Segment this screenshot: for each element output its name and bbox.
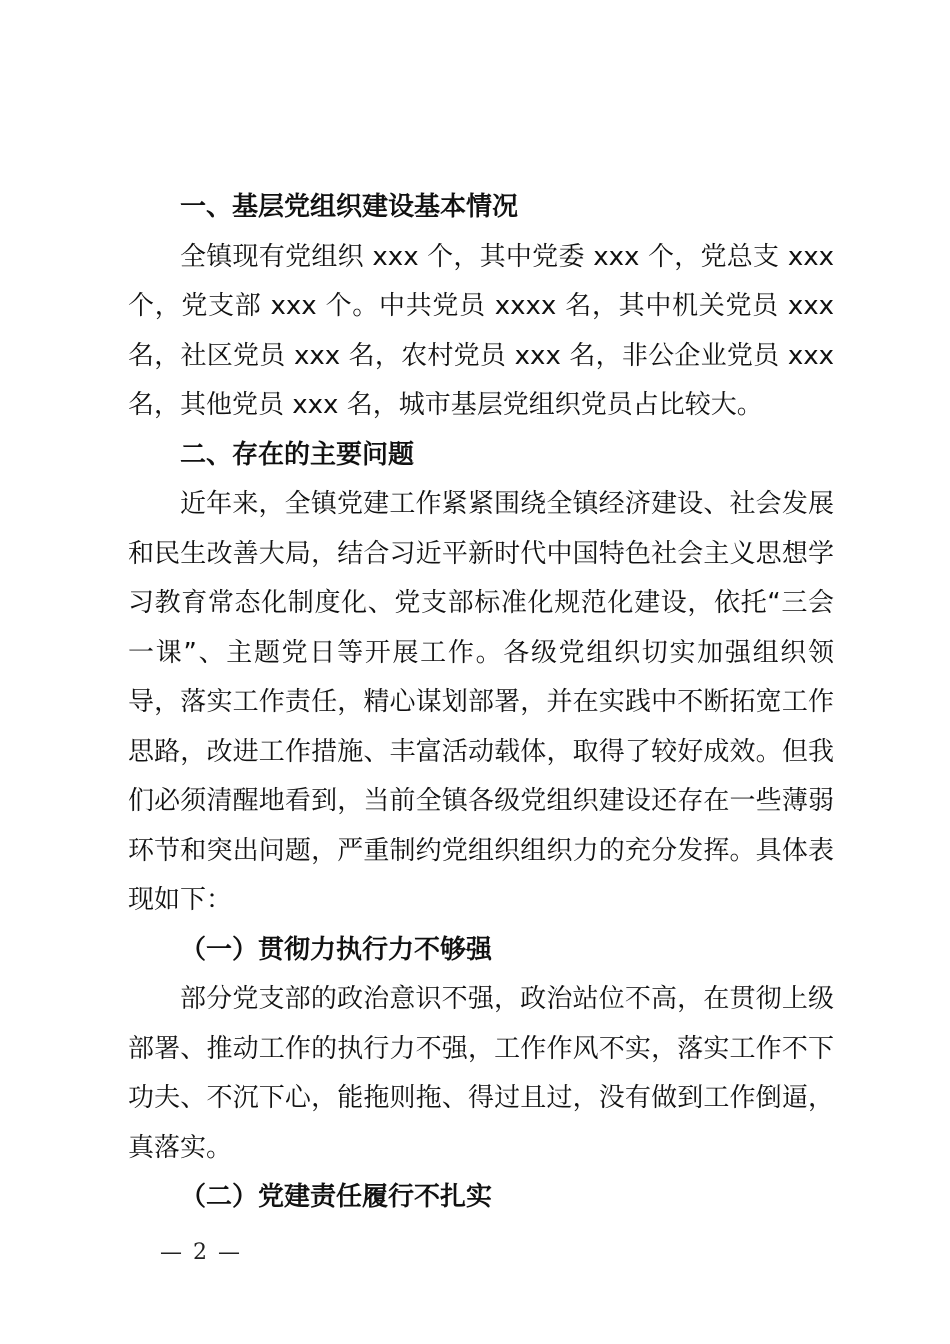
sub-heading-2: （二）党建责任履行不扎实	[180, 1182, 493, 1212]
paragraph-2: 近年来，全镇党建工作紧紧围绕全镇经济建设、社会发展和民生改善大局，结合习近平新时代中国特色社会主义思想学习教育常态化制度化、党支部标准化规范化建设，依托“三会一课”、主题党日等开展工作。各级党组织切实加强组织领导，落实工作责任，精心谋划部署，并在实践中不断拓宽工作思路，改进工作措施、丰富活动载体，取得了较好成效。但我们必须清醒地看到，当前全镇各级党组织建设还存在一些薄弱环节和突出问题，严重制约党组织组织力的充分发挥。具体表现如下：	[128, 489, 834, 915]
paragraph-3: 部分党支部的政治意识不强，政治站位不高，在贯彻上级部署、推动工作的执行力不强，工作作风不实，落实工作不下功夫、不沉下心，能拖则拖、得过且过，没有做到工作倒逼，真落实。	[128, 984, 834, 1163]
document-body	[128, 183, 834, 1223]
page-number: — 2 —	[160, 1240, 242, 1265]
sub-heading-1: （一）贯彻力执行力不够强	[180, 934, 493, 965]
paragraph-1: 全镇现有党组织 xxx 个，其中党委 xxx 个，党总支 xxx 个，党支部 xxx 个。中共党员 xxxx 名，其中机关党员 xxx 名，社区党员 xxx 名，农村党员 xxx 名，非公企业党员 xxx 名，其他党员 xxx 名，城市基层党组织党员占比较大。	[128, 241, 834, 420]
section-heading-1: 一、基层党组织建设基本情况	[180, 192, 519, 222]
section-heading-2: 二、存在的主要问题	[180, 439, 415, 470]
